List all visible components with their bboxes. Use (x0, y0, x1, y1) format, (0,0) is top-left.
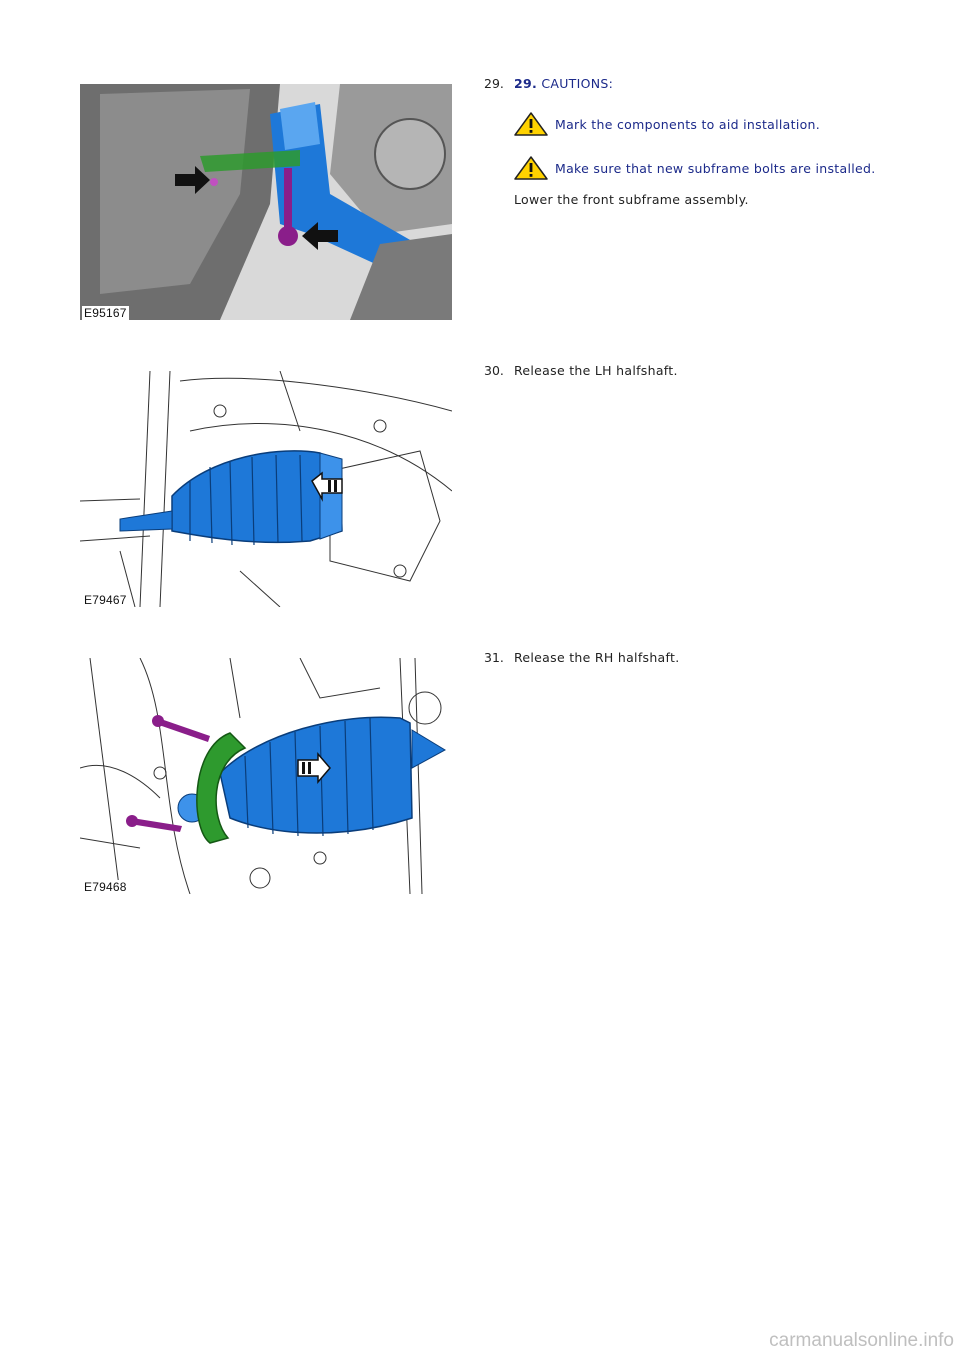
figure-e79468 (80, 658, 452, 894)
warning-triangle-icon (514, 112, 548, 136)
step-instruction: Release the LH halfshaft. (514, 363, 678, 378)
subframe-illustration (80, 84, 452, 320)
cautions-heading (514, 76, 613, 91)
warning-triangle-icon (514, 156, 548, 180)
lh-halfshaft-illustration (80, 371, 452, 607)
caution-item (514, 112, 914, 138)
rh-halfshaft-illustration (80, 658, 452, 894)
step-instruction: Release the RH halfshaft. (514, 650, 680, 665)
step-number: 29. (484, 76, 504, 91)
step-number-bold: 29. (514, 76, 538, 91)
step-instruction: Lower the front subframe assembly. (514, 192, 749, 207)
figure-label: E79467 (84, 593, 127, 607)
caution-item (514, 156, 934, 182)
step-number: 30. (484, 363, 504, 378)
footer-watermark: carmanualsonline.info (769, 1330, 954, 1351)
step-number: 31. (484, 650, 504, 665)
figure-label: E95167 (84, 306, 127, 320)
figure-e95167 (80, 84, 452, 320)
figure-label: E79468 (84, 880, 127, 894)
caution-text: Make sure that new subframe bolts are installed. (555, 161, 876, 176)
caution-text: Mark the components to aid installation. (555, 117, 821, 132)
figure-e79467 (80, 371, 452, 607)
cautions-label: CAUTIONS: (541, 76, 614, 91)
